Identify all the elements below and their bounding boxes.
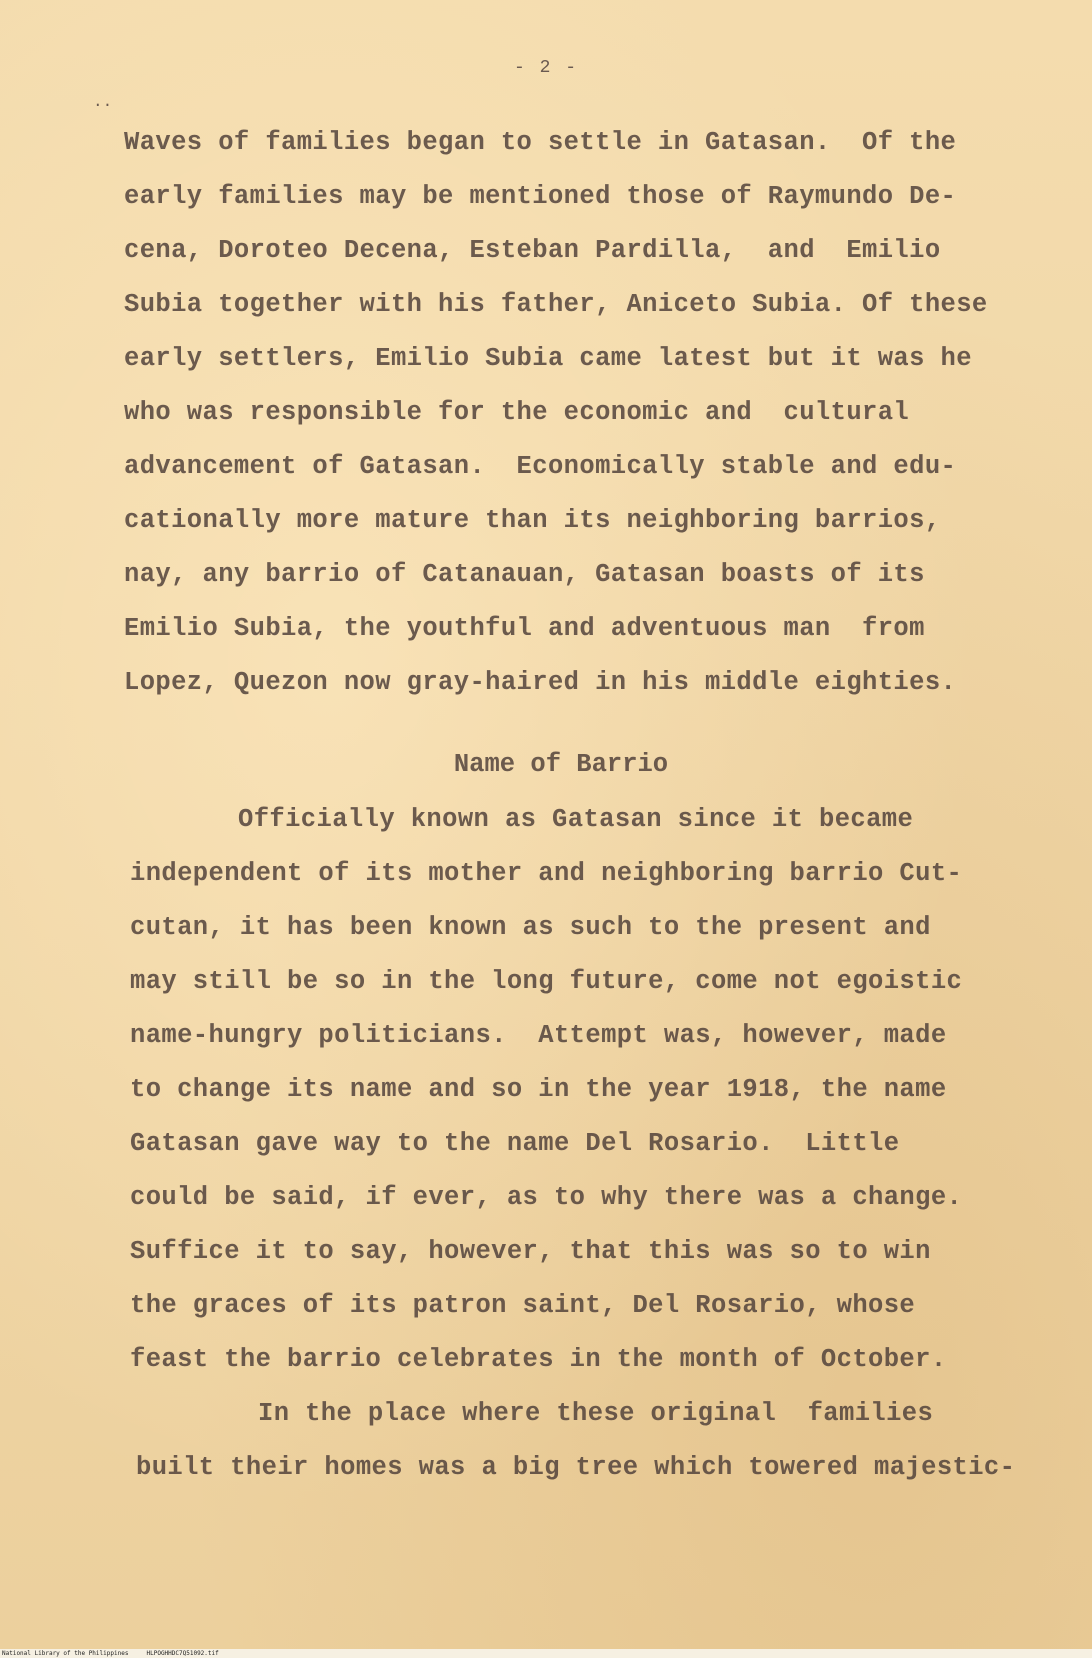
paragraph2-line: could be said, if ever, as to why there was a change.: [130, 1183, 963, 1212]
paragraph3-line: In the place where these original families: [258, 1399, 934, 1428]
paragraph1-line: who was responsible for the economic and cultural: [124, 398, 910, 427]
paragraph2-line: Gatasan gave way to the name Del Rosario. Little: [130, 1129, 900, 1158]
paragraph2-line: independent of its mother and neighboring barrio Cut-: [130, 859, 963, 888]
paragraph1-line: cationally more mature than its neighboring barrios,: [124, 506, 941, 535]
paragraph1-line: early families may be mentioned those of Raymundo De-: [124, 182, 957, 211]
paragraph2-line: Suffice it to say, however, that this was so to win: [130, 1237, 931, 1266]
page-number: - 2 -: [513, 58, 578, 78]
paragraph1-line: Subia together with his father, Aniceto Subia. Of these: [124, 290, 988, 319]
paragraph2-line: cutan, it has been known as such to the present and: [130, 913, 931, 942]
paragraph2-line: Officially known as Gatasan since it became: [238, 805, 914, 834]
paragraph1-line: early settlers, Emilio Subia came latest but it was he: [124, 344, 972, 373]
margin-mark: ··: [93, 96, 113, 114]
paragraph2-line: name-hungry politicians. Attempt was, however, made: [130, 1021, 947, 1050]
section-heading: Name of Barrio: [453, 750, 669, 779]
paragraph2-line: may still be so in the long future, come not egoistic: [130, 967, 963, 996]
paragraph1-line: nay, any barrio of Catanauan, Gatasan boasts of its: [124, 560, 925, 589]
paragraph2-line: to change its name and so in the year 1918, the name: [130, 1075, 947, 1104]
paragraph1-line: Emilio Subia, the youthful and adventuous man from: [124, 614, 925, 643]
paragraph2-line: the graces of its patron saint, Del Rosario, whose: [130, 1291, 916, 1320]
paragraph3-line: built their homes was a big tree which towered majestic-: [136, 1453, 1016, 1482]
paragraph1-line: advancement of Gatasan. Economically stable and edu-: [124, 452, 957, 481]
paragraph2-line: feast the barrio celebrates in the month of October.: [130, 1345, 947, 1374]
paragraph1-line: cena, Doroteo Decena, Esteban Pardilla, and Emilio: [124, 236, 941, 265]
paragraph1-line: Waves of families began to settle in Gatasan. Of the: [124, 128, 957, 157]
scan-footer: National Library of the Philippines HLPOGHHDC7Q51092.tif: [0, 1649, 1092, 1658]
paragraph1-line: Lopez, Quezon now gray-haired in his middle eighties.: [124, 668, 957, 697]
